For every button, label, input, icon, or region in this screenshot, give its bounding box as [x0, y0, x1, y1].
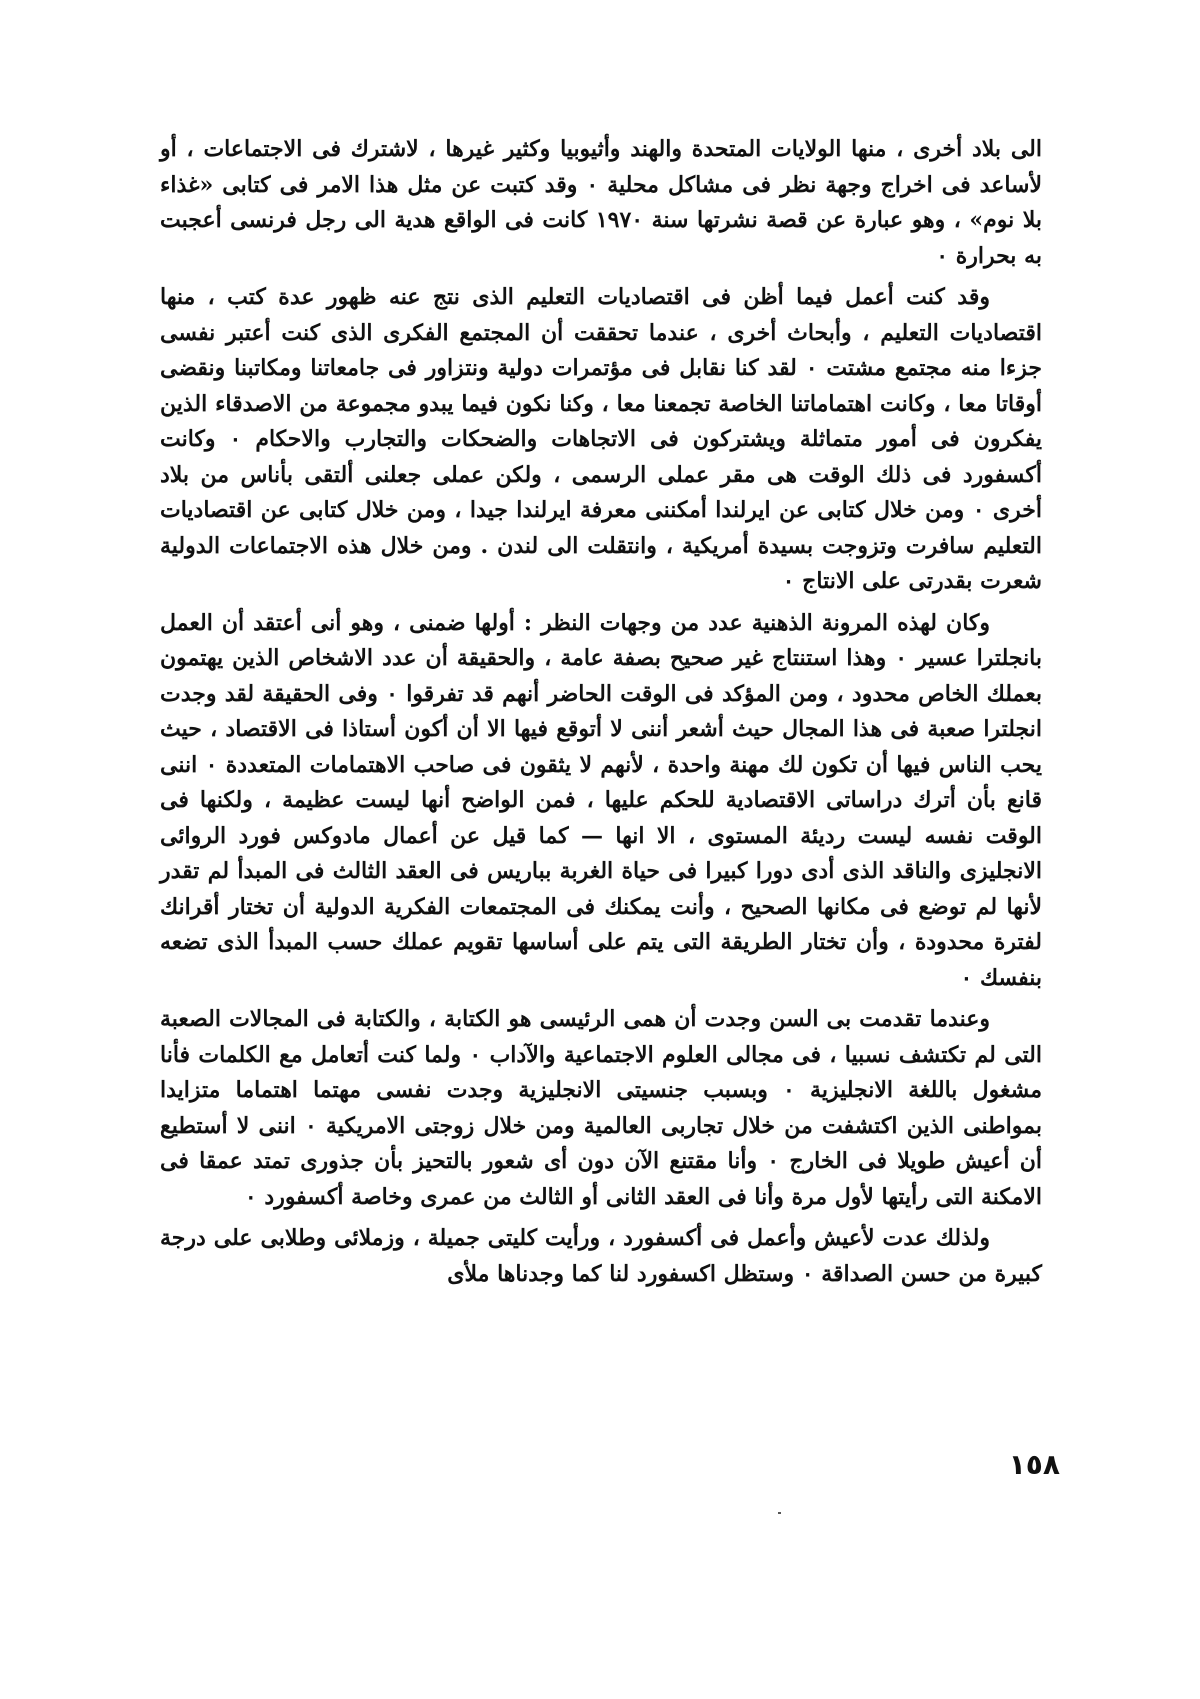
page-number: ١٥٨	[1008, 1448, 1060, 1481]
scan-speck	[778, 1512, 781, 1514]
paragraph-4: وعندما تقدمت بى السن وجدت أن همى الرئيسى هو الكتابة ، والكتابة فى المجالات الصعبة التى لم تكتشف نسبيا ، فى مجالى العلوم الاجتماعية والآداب ٠ ولما كنت أتعامل مع الكلمات فأنا مشغول باللغة الانجليزية ٠ وبسبب جنسيتى الانجليزية وجدت نفسى مهتما اهتماما متزايدا بمواطنى الذين اكتشفت من خلال تجاربى العالمية ومن خلال زوجتى الامريكية ٠ اننى لا أستطيع أن أعيش طويلا فى الخارج ٠ وأنا مقتنع الآن دون أى شعور بالتحيز بأن جذورى تمتد عمقا فى الامكنة التى رأيتها لأول مرة وأنا فى العقد الثانى أو الثالث من عمرى وخاصة أكسفورد ٠	[160, 1006, 1042, 1210]
paragraph-1: الى بلاد أخرى ، منها الولايات المتحدة والهند وأثيوبيا وكثير غيرها ، لاشترك فى الاجتماعات ، أو لأساعد فى اخراج وجهة نظر فى مشاكل محلية ٠ وقد كتبت عن مثل هذا الامر فى كتابى «غذاء بلا نوم» ، وهو عبارة عن قصة نشرتها سنة ١٩٧٠ كانت فى الواقع هدية الى رجل فرنسى أعجبت به بحرارة ٠	[160, 136, 1042, 269]
paragraph-3: وكان لهذه المرونة الذهنية عدد من وجهات النظر : أولها ضمنى ، وهو أنى أعتقد أن العمل بانجلترا عسير ٠ وهذا استنتاج غير صحيح بصفة عامة ، والحقيقة أن عدد الاشخاص الذين يهتمون بعملك الخاص محدود ، ومن المؤكد فى الوقت الحاضر أنهم قد تفرقوا ٠ وفى الحقيقة لقد وجدت انجلترا صعبة فى هذا المجال حيث أشعر أننى لا أتوقع فيها الا أن أكون أستاذا فى الاقتصاد ، حيث يحب الناس فيها أن تكون لك مهنة واحدة ، لأنهم لا يثقون فى صاحب الاهتمامات المتعددة ٠ اننى قانع بأن أترك دراساتى الاقتصادية للحكم عليها ، فمن الواضح أنها ليست عظيمة ، ولكنها فى الوقت نفسه ليست رديئة المستوى ، الا انها — كما قيل عن أعمال مادوكس فورد الروائى الانجليزى والناقد الذى أدى دورا كبيرا فى حياة الغربة بباريس فى العقد الثالث فى المبدأ لم تقدر لأنها لم توضع فى مكانها الصحيح ، وأنت يمكنك فى المجتمعات الفكرية الدولية أن تختار أقرانك لفترة محدودة ، وأن تختار الطريقة التى يتم على أساسها تقويم عملك حسب المبدأ الذى تضعه بنفسك ٠	[160, 609, 1042, 991]
paragraph-2: وقد كنت أعمل فيما أظن فى اقتصاديات التعليم الذى نتج عنه ظهور عدة كتب ، منها اقتصاديات التعليم ، وأبحاث أخرى ، عندما تحققت أن المجتمع الفكرى الذى كنت أعتبر نفسى جزءا منه مجتمع مشتت ٠ لقد كنا نقابل فى مؤتمرات دولية ونتزاور فى جامعاتنا ومكاتبنا ونقضى أوقاتا معا ، وكانت اهتماماتنا الخاصة تجمعنا معا ، وكنا نكون فيما يبدو مجموعة من الاصدقاء الذين يفكرون فى أمور متماثلة ويشتركون فى الاتجاهات والضحكات والتجارب والاحكام ٠ وكانت أكسفورد فى ذلك الوقت هى مقر عملى الرسمى ، ولكن عملى جعلنى ألتقى بأناس من بلاد أخرى ٠ ومن خلال كتابى عن ايرلندا أمكننى معرفة ايرلندا جيدا ، ومن خلال كتابى عن اقتصاديات التعليم سافرت وتزوجت بسيدة أمريكية ، وانتقلت الى لندن . ومن خلال هذه الاجتماعات الدولية شعرت بقدرتى على الانتاج ٠	[160, 284, 1043, 594]
page-body	[160, 132, 1042, 1298]
paragraph-5: ولذلك عدت لأعيش وأعمل فى أكسفورد ، ورأيت كليتى جميلة ، وزملائى وطلابى على درجة كبيرة من حسن الصداقة ٠ وستظل اكسفورد لنا كما وجدناها ملأى	[160, 1225, 1042, 1287]
